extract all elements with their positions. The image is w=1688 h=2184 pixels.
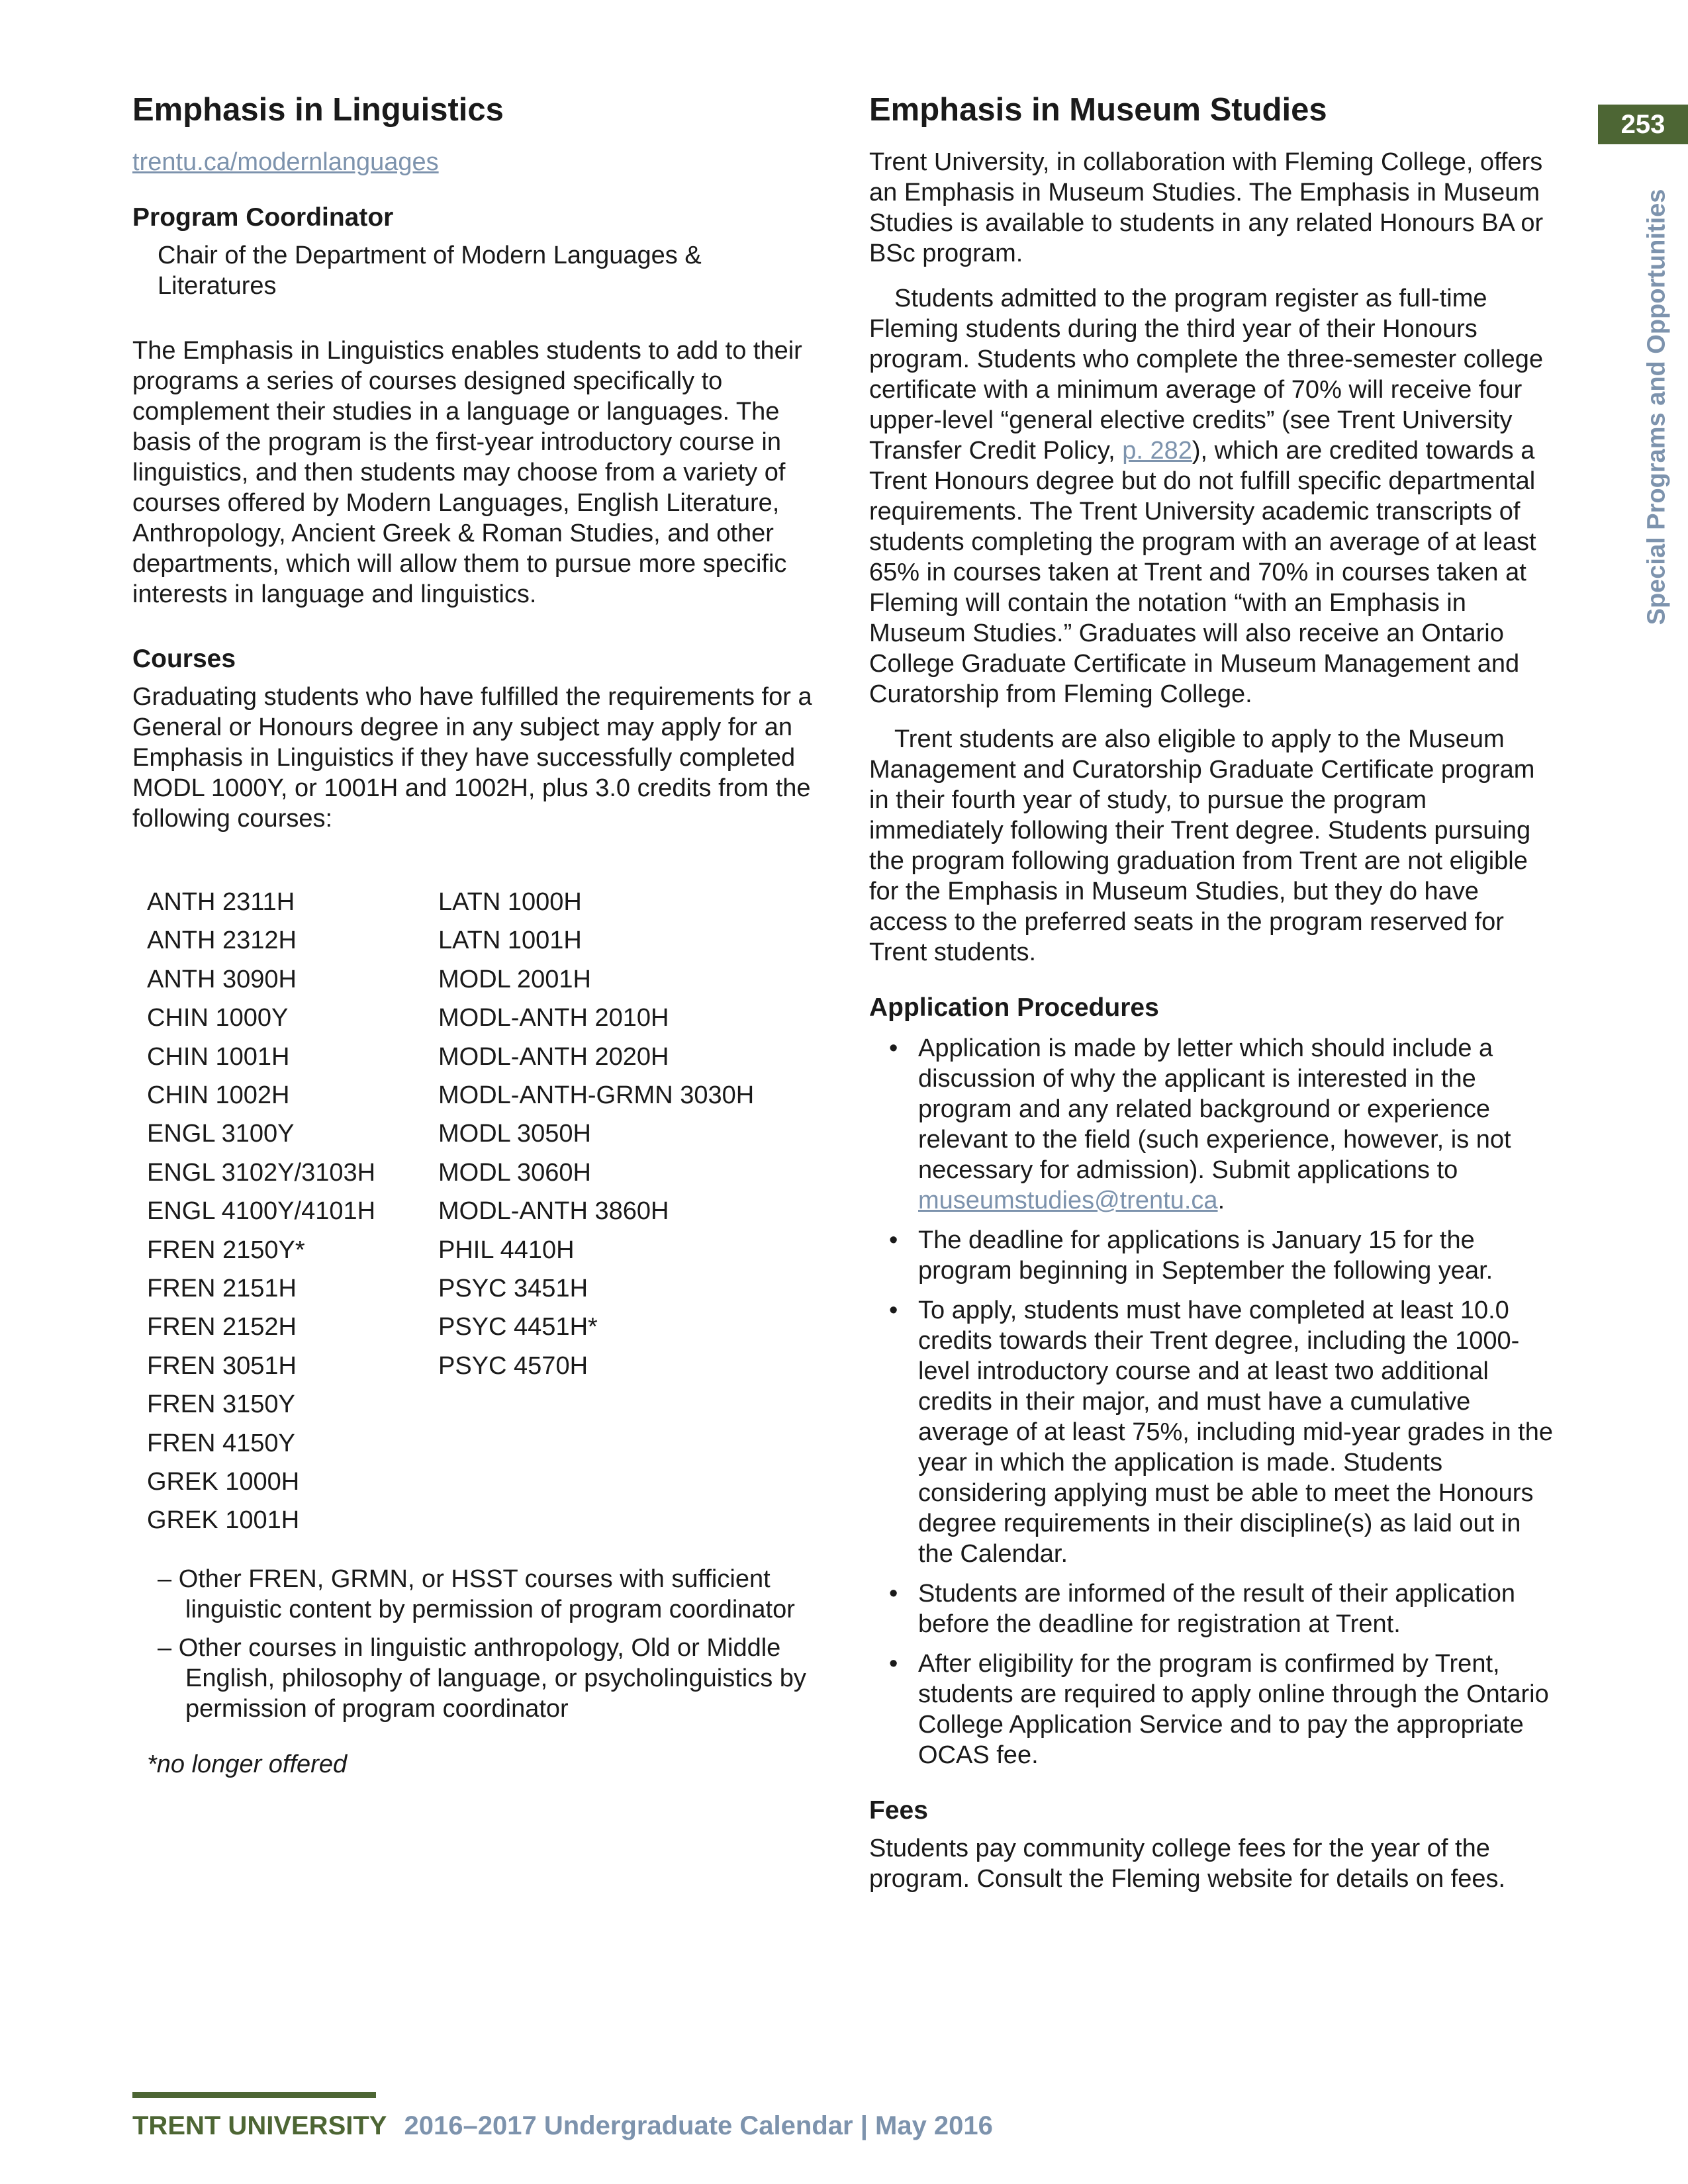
application-procedures-list — [869, 1033, 1558, 1770]
museum-para-2: Students admitted to the program register as full-time Fleming students during the third year of their Honours program. Students who complete the three-semester college certificate with a minimum average of 70% will receive four upper-level “general elective credits” (see Trent University Transfer Credit Policy, p. 282), which are credited towards a Trent Honours degree but do not fulfill specific departmental requirements. The Trent University academic transcripts of students completing the program with an average of at least 65% in courses taken at Trent and 70% in courses taken at Fleming will contain the notation “with an Emphasis in Museum Studies.” Graduates will also receive an Ontario College Graduate Certificate in Museum Management and Curatorship from Fleming College. — [869, 285, 1544, 709]
program-coordinator-text: Chair of the Department of Modern Languages & Literatures — [158, 242, 702, 300]
procedure-item: • Students are informed of the result of their application before the deadline for registration at Trent. — [889, 1580, 1515, 1639]
course-item: MODL-ANTH 3860H — [438, 1197, 669, 1226]
other-courses-list — [132, 1564, 821, 1724]
course-item: FREN 2151H — [147, 1275, 297, 1302]
course-item: MODL 3060H — [438, 1158, 591, 1187]
museum-para-1: Trent University, in collaboration with Fleming College, offers an Emphasis in Museum Studies. The Emphasis in Museum Studies is available to students in any related Honours BA or BSc program. — [869, 148, 1544, 268]
footer-calendar: 2016–2017 Undergraduate Calendar | May 2016 — [404, 2111, 993, 2140]
course-item: CHIN 1001H — [147, 1042, 290, 1071]
course-item: FREN 4150Y — [147, 1429, 295, 1457]
footer — [132, 2111, 993, 2141]
procedure-item: • To apply, students must have completed at least 10.0 credits towards their Trent degree, including the 1000-level introductory course and at least two additional credits in their major, and must have a cumulative average of at least 75%, including mid-year grades in the year in which the application is made. Students considering applying must be able to meet the Honours degree requirements in their discipline(s) as laid out in the Calendar. — [889, 1297, 1553, 1569]
course-item: MODL-ANTH 2020H — [438, 1042, 669, 1071]
course-item: ANTH 2311H — [147, 887, 295, 916]
course-column-2 — [438, 883, 754, 1540]
museum-studies-column — [869, 91, 1558, 1894]
footer-university: TRENT UNIVERSITY — [132, 2111, 387, 2140]
transfer-policy-page-link[interactable]: p. 282 — [1122, 437, 1192, 465]
linguistics-title: Emphasis in Linguistics — [132, 92, 504, 128]
course-item: FREN 3150Y — [147, 1390, 295, 1419]
bullet-icon: • — [889, 1580, 898, 1608]
page-number: 253 — [1598, 105, 1688, 144]
course-list — [147, 883, 821, 1540]
course-item: LATN 1000H — [438, 887, 582, 916]
course-item: ENGL 3100Y — [147, 1120, 295, 1148]
procedure-item: • After eligibility for the program is confirmed by Trent, students are required to apply online through the Ontario College Application Service and to pay the appropriate OCAS fee. — [889, 1650, 1549, 1770]
courses-heading: Courses — [132, 645, 236, 674]
footer-rule — [132, 2092, 376, 2098]
museum-para-3: Trent students are also eligible to apply to the Museum Management and Curatorship Graduate Certificate program in their fourth year of study, to pursue the program immediately following their Trent degree. Students pursuing the program following graduation from Trent are not eligible for the Emphasis in Museum Studies, but they do have access to the preferred seats in the program reserved for Trent students. — [869, 725, 1535, 967]
course-item: ANTH 2312H — [147, 927, 297, 955]
course-item: ENGL 3102Y/3103H — [147, 1158, 376, 1187]
bullet-icon: • — [889, 1226, 898, 1255]
course-item: FREN 3051H — [147, 1351, 297, 1380]
courses-text: Graduating students who have fulfilled the requirements for a General or Honours degree in any subject may apply for an Emphasis in Linguistics if they have successfully completed MODL 1000Y, or 1001H and 1002H, plus 3.0 credits from the following courses: — [132, 682, 812, 833]
course-column-1 — [147, 883, 438, 1540]
course-item: ANTH 3090H — [147, 965, 297, 993]
other-courses-note: – Other FREN, GRMN, or HSST courses with sufficient linguistic content by permission of program coordinator — [158, 1565, 795, 1623]
course-item: PSYC 4451H* — [438, 1313, 598, 1342]
other-courses-note: – Other courses in linguistic anthropology, Old or Middle English, philosophy of language, or psycholinguistics by permission of program coordinator — [158, 1633, 806, 1723]
fees-text: Students pay community college fees for the year of the program. Consult the Fleming website for details on fees. — [869, 1834, 1506, 1893]
course-item: GREK 1001H — [147, 1506, 300, 1535]
application-procedures-heading: Application Procedures — [869, 993, 1159, 1023]
course-item: PSYC 4570H — [438, 1351, 588, 1380]
course-item: MODL-ANTH-GRMN 3030H — [438, 1081, 755, 1109]
linguistics-column — [132, 91, 821, 1780]
footnote: *no longer offered — [147, 1750, 348, 1778]
course-item: MODL 3050H — [438, 1120, 591, 1148]
bullet-icon: • — [889, 1034, 898, 1063]
fees-heading: Fees — [869, 1796, 928, 1825]
course-item: FREN 2152H — [147, 1313, 297, 1342]
course-item: MODL-ANTH 2010H — [438, 1004, 669, 1032]
linguistics-intro: The Emphasis in Linguistics enables students to add to their programs a series of courses designed specifically to complement their studies in a language or languages. The basis of the program is the first-year introductory course in linguistics, and then students may choose from a variety of courses offered by Modern Languages, English Literature, Anthropology, Ancient Greek & Roman Studies, and other departments, which will allow them to pursue more specific interests in language and linguistics. — [132, 337, 802, 609]
course-item: FREN 2150Y* — [147, 1236, 305, 1264]
museum-studies-email-link[interactable]: museumstudies@trentu.ca — [918, 1187, 1218, 1215]
course-item: MODL 2001H — [438, 965, 591, 993]
bullet-icon: • — [889, 1650, 898, 1678]
course-item: LATN 1001H — [438, 927, 582, 955]
course-item: CHIN 1000Y — [147, 1004, 289, 1032]
course-item: GREK 1000H — [147, 1468, 300, 1496]
course-item: ENGL 4100Y/4101H — [147, 1197, 376, 1226]
modern-languages-link[interactable]: trentu.ca/modernlanguages — [132, 148, 439, 177]
program-coordinator-heading: Program Coordinator — [132, 203, 394, 232]
course-item: PSYC 3451H — [438, 1275, 588, 1302]
course-item: CHIN 1002H — [147, 1081, 290, 1109]
procedure-item: • Application is made by letter which should include a discussion of why the applicant is interested in the program and any related background or experience relevant to the field (such experience, however, is not necessary for admission). Submit applications to museumstudies@trentu.ca. — [889, 1034, 1511, 1215]
bullet-icon: • — [889, 1297, 898, 1325]
museum-studies-title: Emphasis in Museum Studies — [869, 92, 1327, 128]
procedure-item: • The deadline for applications is January 15 for the program beginning in September the following year. — [889, 1226, 1493, 1285]
course-item: PHIL 4410H — [438, 1236, 575, 1264]
section-side-title: Special Programs and Opportunities — [1642, 189, 1671, 625]
